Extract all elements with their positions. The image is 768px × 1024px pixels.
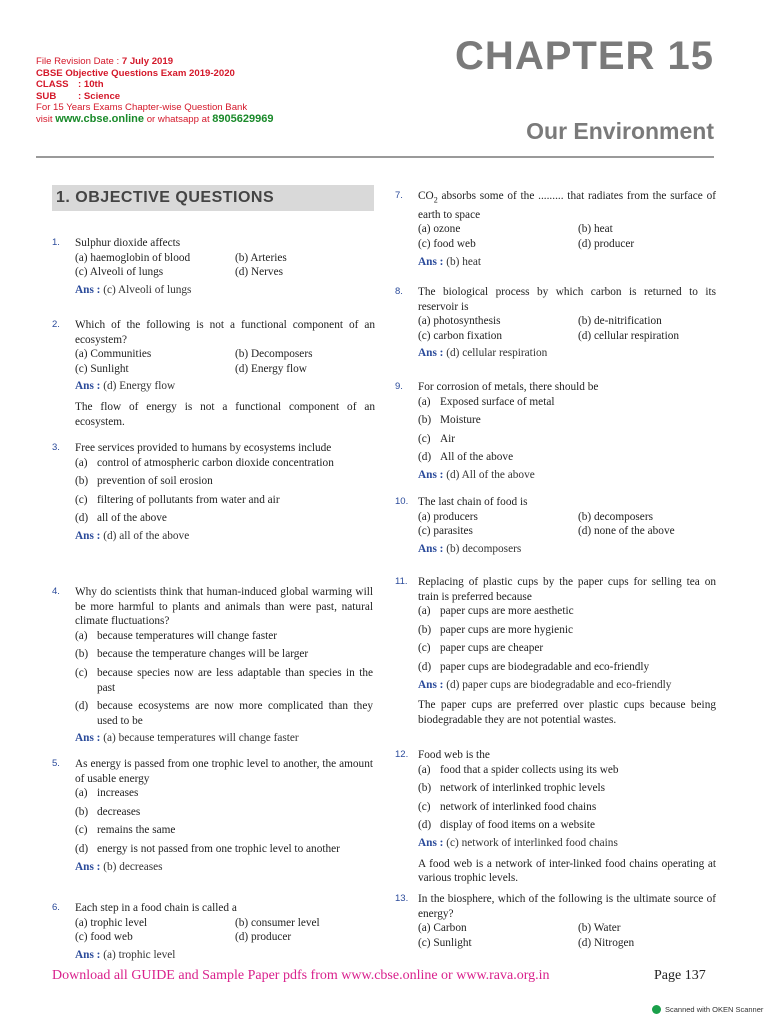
option-c-letter: (c) bbox=[418, 642, 431, 655]
option-d: (d) Energy flow bbox=[235, 362, 307, 375]
option-a: increases bbox=[97, 787, 139, 800]
option-b: (b) Water bbox=[578, 922, 621, 935]
question-number: 1. bbox=[52, 237, 60, 248]
option-c: remains the same bbox=[97, 824, 176, 837]
option-c: (c) carbon fixation bbox=[418, 329, 503, 342]
answer-label: Ans : bbox=[75, 380, 101, 393]
option-d: (d) producer bbox=[235, 931, 292, 944]
question-stem: Why do scientists think that human-induced global warming will be more harmful to plants and animals than were past, natural climate fluctuations? bbox=[75, 586, 373, 628]
answer-label: Ans : bbox=[75, 529, 101, 542]
option-d: (d) cellular respiration bbox=[578, 329, 679, 342]
chapter-title: CHAPTER 15 bbox=[455, 34, 714, 78]
question-stem: Sulphur dioxide affects bbox=[75, 237, 181, 249]
question-number: 4. bbox=[52, 586, 60, 597]
answer bbox=[75, 731, 373, 746]
question-stem: The biological process by which carbon is returned to its reservoir is bbox=[418, 286, 716, 313]
question-number: 5. bbox=[52, 758, 60, 769]
option-d: (d) none of the above bbox=[578, 525, 675, 538]
answer-text: (c) network of interlinked food chains bbox=[443, 836, 618, 849]
question-11 bbox=[395, 575, 716, 727]
sub-value: : Science bbox=[78, 90, 121, 102]
answer-text: (b) decomposers bbox=[443, 542, 522, 555]
answer-label: Ans : bbox=[418, 255, 444, 268]
answer-text: (c) Alveoli of lungs bbox=[100, 283, 192, 296]
option-a: (a) Carbon bbox=[418, 922, 467, 935]
class-value: : 10th bbox=[78, 79, 104, 90]
question-number: 6. bbox=[52, 902, 60, 913]
option-c: (c) Sunlight bbox=[418, 936, 472, 949]
option-a-letter: (a) bbox=[75, 787, 88, 800]
question-number: 12. bbox=[395, 749, 409, 760]
question-3 bbox=[52, 441, 373, 544]
section-title: 1. OBJECTIVE QUESTIONS bbox=[52, 185, 374, 211]
question-13 bbox=[395, 892, 716, 950]
answer-label: Ans : bbox=[418, 836, 444, 849]
class-label: CLASS bbox=[36, 79, 69, 90]
option-d: (d) producer bbox=[578, 238, 635, 251]
option-a: paper cups are more aesthetic bbox=[440, 605, 574, 618]
question-stem: Replacing of plastic cups by the paper cups for selling tea on train is preferred because bbox=[418, 576, 716, 603]
question-stem: In the biosphere, which of the following is the ultimate source of energy? bbox=[418, 893, 716, 920]
question-2 bbox=[52, 318, 375, 429]
revision-date: 7 July 2019 bbox=[121, 56, 174, 67]
option-c: paper cups are cheaper bbox=[440, 642, 544, 655]
option-d-letter: (d) bbox=[75, 700, 89, 713]
option-a: (a) haemoglobin of blood bbox=[75, 251, 191, 264]
option-b: (b) heat bbox=[578, 223, 613, 236]
answer-text: (b) heat bbox=[443, 255, 482, 268]
option-c: (c) food web bbox=[75, 931, 133, 944]
option-b: (b) consumer level bbox=[235, 916, 320, 929]
stem-subscript: 2 bbox=[433, 195, 438, 205]
scanner-text: Scanned with OKEN Scanner bbox=[665, 1005, 764, 1014]
sub-label: SUB bbox=[36, 90, 57, 102]
sub-line bbox=[36, 91, 273, 103]
question-stem: Which of the following is not a functional component of an ecosystem? bbox=[75, 319, 375, 346]
header-divider bbox=[36, 156, 714, 158]
option-b: decreases bbox=[97, 805, 141, 818]
answer bbox=[75, 379, 375, 394]
option-a: because temperatures will change faster bbox=[97, 629, 278, 642]
option-c-letter: (c) bbox=[75, 824, 88, 837]
option-b-letter: (b) bbox=[75, 805, 89, 818]
whatsapp-text: or whatsapp at bbox=[144, 113, 213, 125]
answer-label: Ans : bbox=[75, 283, 101, 296]
question-stem bbox=[418, 189, 716, 222]
option-c: Air bbox=[440, 432, 456, 445]
answer bbox=[75, 283, 375, 298]
question-number: 3. bbox=[52, 442, 60, 453]
stem-co: CO bbox=[418, 190, 434, 202]
explanation: The paper cups are preferred over plastic cups because being biodegradable they are not potential wastes. bbox=[418, 699, 716, 726]
question-stem: Food web is the bbox=[418, 749, 490, 761]
option-b-letter: (b) bbox=[75, 475, 89, 488]
question-4 bbox=[52, 585, 373, 746]
option-b: prevention of soil erosion bbox=[97, 475, 213, 488]
option-a: (a) Communities bbox=[75, 348, 152, 361]
question-8 bbox=[395, 285, 716, 361]
option-a: Exposed surface of metal bbox=[440, 395, 555, 408]
question-stem: Each step in a food chain is called a bbox=[75, 902, 237, 914]
answer-label: Ans : bbox=[75, 860, 101, 873]
scanner-watermark bbox=[652, 1005, 763, 1014]
stem-rest: absorbs some of the ......... that radiates from the surface of earth to space bbox=[418, 190, 716, 221]
answer-label: Ans : bbox=[418, 468, 444, 481]
option-c: because species now are less adaptable than species in the past bbox=[97, 666, 373, 694]
option-b: (b) Arteries bbox=[235, 251, 287, 264]
answer bbox=[418, 542, 716, 557]
scanner-logo-icon bbox=[652, 1005, 661, 1014]
answer bbox=[418, 836, 716, 851]
site-link[interactable]: www.cbse.online bbox=[55, 112, 145, 125]
option-c: (c) food web bbox=[418, 238, 476, 251]
answer-text: (d) all of the above bbox=[100, 529, 190, 542]
option-c: network of interlinked food chains bbox=[440, 800, 597, 813]
explanation: A food web is a network of inter-linked food chains operating at various trophic levels. bbox=[418, 857, 716, 885]
page-number: Page 137 bbox=[654, 968, 706, 983]
option-a-letter: (a) bbox=[75, 456, 88, 469]
answer-label: Ans : bbox=[418, 678, 444, 691]
header-info bbox=[36, 56, 273, 125]
answer bbox=[418, 468, 716, 483]
option-b: paper cups are more hygienic bbox=[440, 623, 573, 636]
answer bbox=[418, 678, 716, 693]
option-c: (c) Sunlight bbox=[75, 362, 129, 375]
question-9 bbox=[395, 380, 716, 483]
option-a-letter: (a) bbox=[418, 605, 431, 618]
option-b: (b) Decomposers bbox=[235, 348, 313, 361]
answer bbox=[418, 255, 716, 270]
download-footer[interactable]: Download all GUIDE and Sample Paper pdfs from www.cbse.online or www.rava.org.in bbox=[52, 968, 550, 983]
question-number: 9. bbox=[395, 381, 403, 392]
revision-label: File Revision Date : bbox=[36, 56, 122, 67]
answer-label: Ans : bbox=[75, 948, 101, 961]
option-c: filtering of pollutants from water and air bbox=[97, 493, 280, 506]
answer-text: (a) because temperatures will change faster bbox=[100, 732, 299, 745]
option-b-letter: (b) bbox=[418, 414, 432, 427]
option-b-letter: (b) bbox=[418, 782, 432, 795]
question-5 bbox=[52, 757, 373, 874]
answer-label: Ans : bbox=[418, 542, 444, 555]
question-number: 8. bbox=[395, 286, 403, 297]
option-d: all of the above bbox=[97, 512, 167, 525]
option-a: (a) trophic level bbox=[75, 916, 148, 929]
question-number: 11. bbox=[395, 576, 408, 587]
chapter-topic: Our Environment bbox=[526, 118, 714, 144]
option-c-letter: (c) bbox=[75, 493, 88, 506]
option-a: food that a spider collects using its web bbox=[440, 763, 619, 776]
answer-label: Ans : bbox=[418, 347, 444, 360]
option-d-letter: (d) bbox=[418, 451, 432, 464]
question-number: 2. bbox=[52, 319, 60, 330]
option-d: (d) Nitrogen bbox=[578, 936, 635, 949]
question-number: 10. bbox=[395, 496, 409, 507]
option-d: All of the above bbox=[440, 451, 514, 464]
answer bbox=[418, 346, 716, 361]
question-stem: Free services provided to humans by ecosystems include bbox=[75, 442, 332, 454]
option-b: (b) decomposers bbox=[578, 510, 653, 523]
class-line bbox=[36, 79, 273, 91]
option-d: (d) Nerves bbox=[235, 266, 283, 279]
visit-line bbox=[36, 114, 273, 126]
answer bbox=[75, 529, 373, 544]
option-b: (b) de-nitrification bbox=[578, 315, 662, 328]
answer bbox=[75, 860, 373, 875]
option-d-letter: (d) bbox=[75, 512, 89, 525]
question-6 bbox=[52, 901, 375, 962]
question-7 bbox=[395, 189, 716, 269]
question-10 bbox=[395, 495, 716, 556]
option-c-letter: (c) bbox=[418, 800, 431, 813]
option-a-letter: (a) bbox=[418, 763, 431, 776]
question-stem: The last chain of food is bbox=[418, 496, 528, 508]
option-d-letter: (d) bbox=[75, 842, 89, 855]
answer-label: Ans : bbox=[75, 732, 101, 745]
option-d: display of food items on a website bbox=[440, 819, 595, 832]
answer-text: (d) paper cups are biodegradable and eco-friendly bbox=[443, 678, 672, 691]
revision-line bbox=[36, 56, 273, 68]
option-a-letter: (a) bbox=[418, 395, 431, 408]
explanation: The flow of energy is not a functional component of an ecosystem. bbox=[75, 400, 375, 428]
answer-text: (b) decreases bbox=[100, 860, 163, 873]
option-d: paper cups are biodegradable and eco-friendly bbox=[440, 660, 650, 673]
question-1 bbox=[52, 236, 375, 297]
question-number: 7. bbox=[395, 190, 403, 201]
answer bbox=[75, 948, 375, 963]
option-a: (a) photosynthesis bbox=[418, 315, 501, 328]
option-a-letter: (a) bbox=[75, 629, 88, 642]
question-stem: As energy is passed from one trophic level to another, the amount of usable energy bbox=[75, 758, 373, 785]
phone-number: 8905629969 bbox=[212, 112, 274, 125]
answer-text: (d) Energy flow bbox=[100, 380, 176, 393]
option-c: (c) parasites bbox=[418, 525, 473, 538]
option-a: control of atmospheric carbon dioxide concentration bbox=[97, 456, 334, 469]
option-c: (c) Alveoli of lungs bbox=[75, 266, 164, 279]
option-c-letter: (c) bbox=[418, 432, 431, 445]
option-a: (a) producers bbox=[418, 510, 478, 523]
visit-text: visit bbox=[36, 113, 56, 125]
answer-text: (d) All of the above bbox=[443, 468, 535, 481]
option-b: because the temperature changes will be larger bbox=[97, 648, 309, 661]
question-12 bbox=[395, 748, 716, 886]
answer-text: (a) trophic level bbox=[100, 948, 176, 961]
question-stem: For corrosion of metals, there should be bbox=[418, 381, 599, 393]
option-b: network of interlinked trophic levels bbox=[440, 782, 606, 795]
exam-line: CBSE Objective Questions Exam 2019-2020 bbox=[36, 67, 235, 79]
question-number: 13. bbox=[395, 893, 409, 904]
option-b-letter: (b) bbox=[75, 648, 89, 661]
bank-line: For 15 Years Exams Chapter-wise Question Bank bbox=[36, 102, 248, 113]
option-d: because ecosystems are now more complicated than they used to be bbox=[97, 700, 373, 727]
option-d-letter: (d) bbox=[418, 660, 432, 673]
answer-text: (d) cellular respiration bbox=[443, 347, 548, 360]
option-b-letter: (b) bbox=[418, 623, 432, 636]
option-c-letter: (c) bbox=[75, 666, 88, 679]
option-b: Moisture bbox=[440, 414, 481, 427]
option-d-letter: (d) bbox=[418, 819, 432, 832]
option-d: energy is not passed from one trophic level to another bbox=[97, 842, 340, 855]
option-a: (a) ozone bbox=[418, 223, 461, 236]
